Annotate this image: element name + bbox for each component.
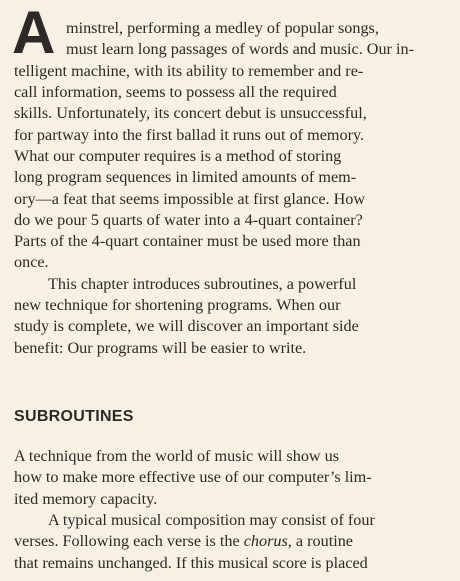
section-heading: SUBROUTINES <box>14 408 134 425</box>
paragraph-line: A technique from the world of music will show us <box>14 447 340 465</box>
paragraph-line: ited memory capacity. <box>14 490 158 508</box>
paragraph-line: benefit: Our programs will be easier to write. <box>14 339 307 357</box>
paragraph-line: telligent machine, with its ability to remember and re- <box>14 62 364 80</box>
paragraph-line: new technique for shortening programs. When our <box>14 296 341 314</box>
paragraph-line: Parts of the 4-quart container must be used more than <box>14 232 361 250</box>
paragraph-line: A typical musical composition may consist of four <box>48 511 375 529</box>
paragraph-line: long program sequences in limited amounts of mem- <box>14 168 357 186</box>
paragraph-line: What our computer requires is a method of storing <box>14 147 342 165</box>
paragraph-line <box>14 531 353 551</box>
paragraph-line: do we pour 5 quarts of water into a 4-quart container? <box>14 211 363 229</box>
paragraph-line: This chapter introduces subroutines, a powerful <box>48 275 357 293</box>
paragraph-line: ory—a feat that seems impossible at first glance. How <box>14 190 366 208</box>
line-text: verses. Following each verse is the <box>14 532 244 550</box>
paragraph-line: once. <box>14 253 49 271</box>
paragraph-line: minstrel, performing a medley of popular songs, <box>66 19 379 37</box>
paragraph-line: call information, seems to possess all the required <box>14 83 337 101</box>
paragraph-line: must learn long passages of words and music. Our in- <box>66 40 414 58</box>
paragraph-line: study is complete, we will discover an important side <box>14 317 359 335</box>
chorus-term: chorus <box>243 532 288 550</box>
paragraph-line: skills. Unfortunately, its concert debut is unsuccessful, <box>14 104 367 122</box>
paragraph-line: that remains unchanged. If this musical score is placed <box>14 554 368 572</box>
paragraph-line: how to make more effective use of our computer’s lim- <box>14 468 372 486</box>
line-text: , a routine <box>287 532 353 550</box>
drop-cap: A <box>12 0 56 66</box>
paragraph-line: for partway into the first ballad it runs out of memory. <box>14 126 365 144</box>
